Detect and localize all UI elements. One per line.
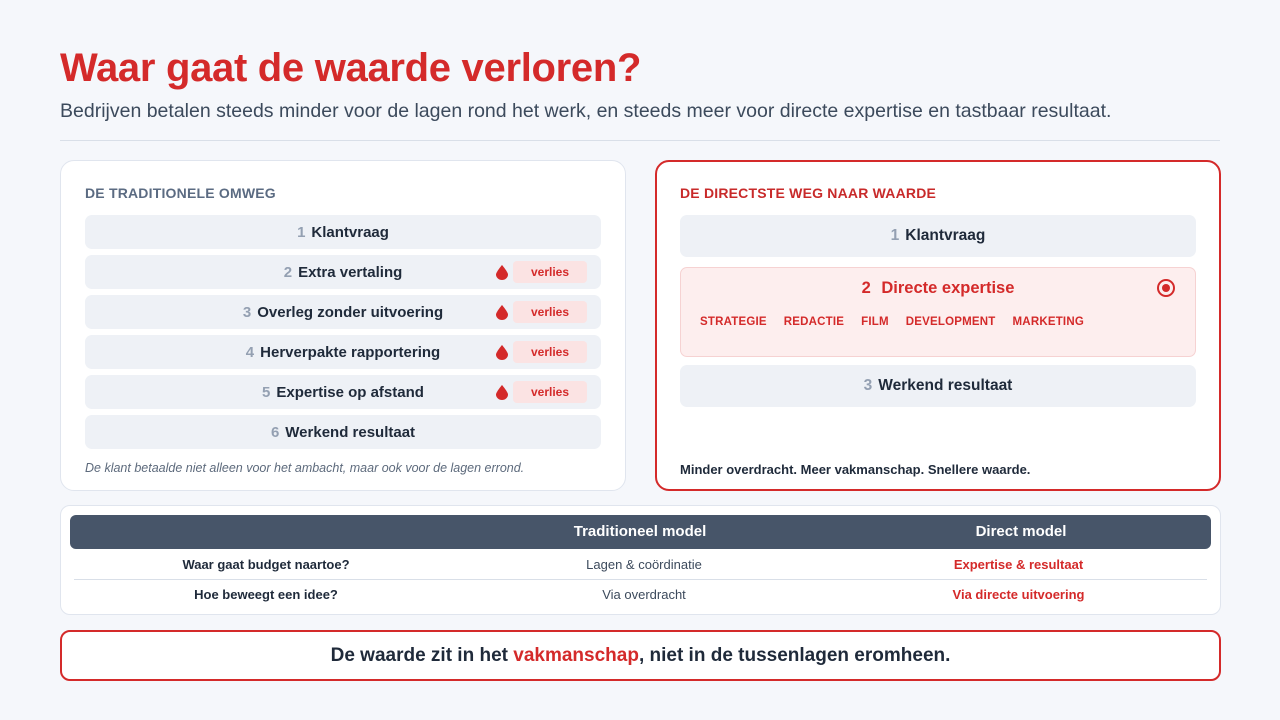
direct-expertise-title bbox=[681, 279, 1195, 298]
droplet-icon bbox=[496, 305, 508, 320]
direct-step bbox=[680, 365, 1196, 407]
loss-marker bbox=[496, 261, 587, 283]
loss-badge: verlies bbox=[513, 341, 587, 363]
step-label: Herverpakte rapportering bbox=[260, 343, 441, 361]
traditional-step bbox=[85, 215, 601, 249]
traditional-step bbox=[85, 255, 601, 289]
step-number: 3 bbox=[863, 377, 873, 394]
page-title: Waar gaat de waarde verloren? bbox=[60, 46, 642, 90]
direct-cell: Via directe uitvoering bbox=[952, 587, 1085, 602]
traditional-step bbox=[85, 335, 601, 369]
step-number: 4 bbox=[245, 343, 255, 361]
loss-badge: verlies bbox=[513, 301, 587, 323]
row-label: Hoe beweegt een idee? bbox=[194, 587, 338, 602]
loss-marker bbox=[496, 381, 587, 403]
callout-text-before: De waarde zit in het bbox=[330, 644, 514, 666]
traditional-step bbox=[85, 415, 601, 449]
direct-expertise-card bbox=[680, 267, 1196, 357]
callout-highlight: vakmanschap bbox=[513, 644, 639, 666]
step-number: 3 bbox=[242, 303, 252, 321]
direct-footer: Minder overdracht. Meer vakmanschap. Snellere waarde. bbox=[680, 462, 1031, 477]
target-icon bbox=[1156, 278, 1176, 298]
direct-route-panel bbox=[655, 160, 1221, 491]
loss-badge: verlies bbox=[513, 381, 587, 403]
column-header: Traditioneel model bbox=[573, 523, 707, 540]
step-number: 2 bbox=[861, 279, 871, 297]
table-row bbox=[74, 580, 1207, 610]
expertise-tag: STRATEGIE bbox=[700, 316, 767, 328]
step-label: Directe expertise bbox=[881, 279, 1015, 297]
step-number: 1 bbox=[890, 227, 900, 244]
page-subtitle: Bedrijven betalen steeds minder voor de lagen rond het werk, en steeds meer voor directe expertise en tastbaar resultaat. bbox=[60, 100, 1112, 122]
table-header bbox=[70, 515, 1211, 549]
expertise-tag: FILM bbox=[861, 316, 889, 328]
step-number: 5 bbox=[262, 383, 271, 401]
column-header: Direct model bbox=[975, 523, 1067, 540]
step-label: Werkend resultaat bbox=[878, 377, 1013, 394]
divider bbox=[60, 140, 1220, 141]
comparison-table bbox=[60, 505, 1221, 615]
step-label: Overleg zonder uitvoering bbox=[257, 303, 444, 321]
direct-step bbox=[680, 215, 1196, 257]
traditional-heading: DE TRADITIONELE OMWEG bbox=[85, 185, 276, 201]
step-number: 6 bbox=[270, 423, 280, 441]
step-label: Klantvraag bbox=[311, 223, 389, 241]
traditional-cell: Lagen & coördinatie bbox=[586, 557, 702, 572]
step-label: Werkend resultaat bbox=[285, 423, 416, 441]
droplet-icon bbox=[496, 265, 508, 280]
loss-marker bbox=[496, 301, 587, 323]
loss-badge: verlies bbox=[513, 261, 587, 283]
traditional-note: De klant betaalde niet alleen voor het ambacht, maar ook voor de lagen errond. bbox=[85, 461, 525, 475]
step-label: Klantvraag bbox=[905, 227, 986, 244]
step-number: 1 bbox=[297, 223, 306, 241]
step-label: Expertise op afstand bbox=[276, 383, 424, 401]
key-message-callout bbox=[60, 630, 1221, 681]
traditional-step bbox=[85, 295, 601, 329]
droplet-icon bbox=[496, 345, 508, 360]
table-row bbox=[74, 550, 1207, 580]
step-number: 2 bbox=[283, 263, 293, 281]
step-label: Extra vertaling bbox=[298, 263, 403, 281]
expertise-tag: DEVELOPMENT bbox=[905, 316, 996, 328]
traditional-step bbox=[85, 375, 601, 409]
traditional-cell: Via overdracht bbox=[602, 587, 686, 602]
expertise-tag: REDACTIE bbox=[783, 316, 845, 328]
expertise-tag: MARKETING bbox=[1012, 316, 1084, 328]
direct-heading: DE DIRECTSTE WEG NAAR WAARDE bbox=[680, 185, 937, 201]
loss-marker bbox=[496, 341, 587, 363]
traditional-route-panel bbox=[60, 160, 626, 491]
row-label: Waar gaat budget naartoe? bbox=[182, 557, 350, 572]
column-header bbox=[70, 515, 454, 549]
direct-cell: Expertise & resultaat bbox=[953, 557, 1084, 572]
expertise-tags bbox=[700, 316, 1101, 328]
droplet-icon bbox=[496, 385, 508, 400]
callout-text-after: , niet in de tussenlagen eromheen. bbox=[638, 644, 951, 666]
